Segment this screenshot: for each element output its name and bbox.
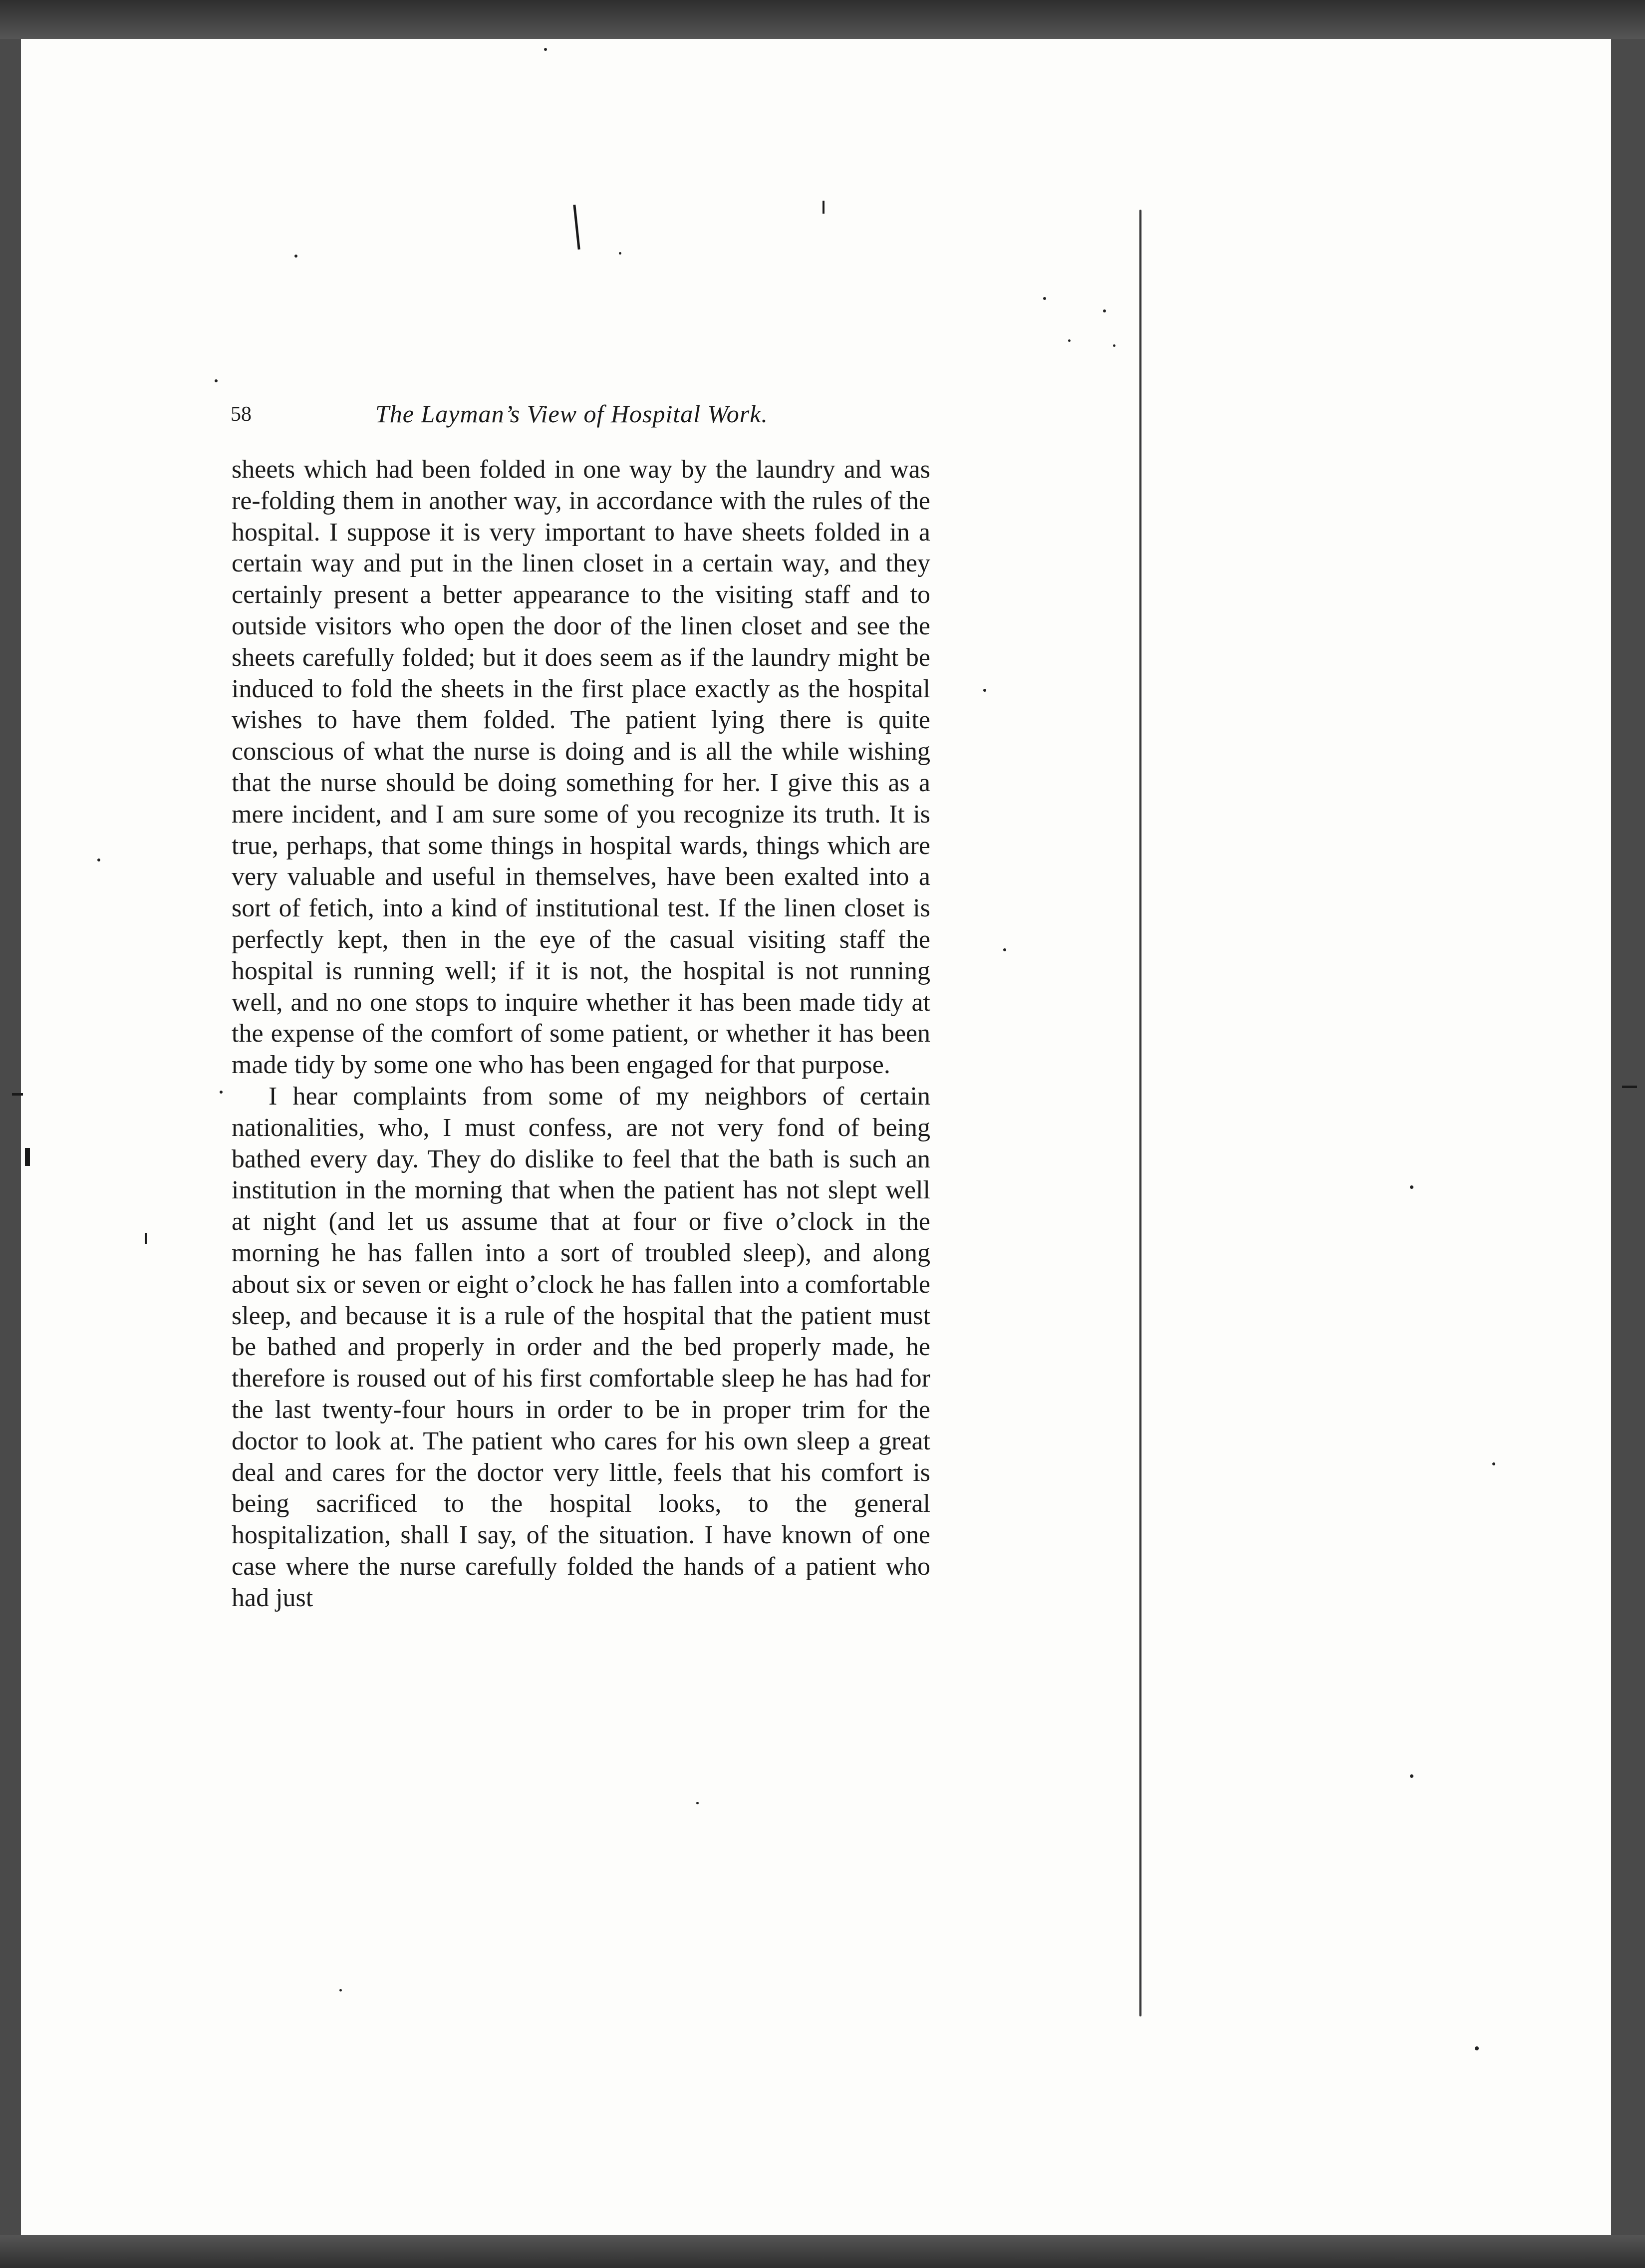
speck [983,689,986,692]
running-head [231,399,939,434]
speck [1492,1462,1495,1465]
speck [1113,344,1115,347]
speck [1475,2046,1479,2050]
speck [619,252,621,255]
speck [1410,1774,1413,1778]
speck [1043,297,1046,300]
speck [339,1989,342,1991]
speck [1068,339,1071,342]
paragraph: I hear complaints from some of my neighbors of certain nationalities, who, I must confess, are not very fond of being bathed every day. They do dislike to feel that the bath is such an institution in the morning that when the patient has not slept well at night (and let us assume that at four or five o’clock in the morning he has fallen into a sort of troubled sleep), and along about six or seven or eight o’clock he has fallen into a comfortable sleep, and because it is a rule of the hospital that the patient must be bathed and properly in order and the bed properly made, he therefore is roused out of his first comfortable sleep he has had for the last twenty-four hours in order to be in proper trim for the doctor to look at. The patient who cares for his own sleep a great deal and cares for the doctor very little, feels that his comfort is being sacrificed to the hospital looks, to the general hospitalization, shall I say, of the situation. I have known of one case where the nurse carefully folded the hands of a patient who had just [232,1082,930,1612]
speck [1003,948,1006,951]
scan-mark-left-edge [12,1093,23,1096]
speck [97,858,100,861]
scan-border-top [0,0,1645,39]
scan-mark-top-right [822,201,824,214]
speck [220,1091,223,1094]
body-text [232,454,930,1614]
speck [215,379,218,382]
scan-border-bottom [0,2235,1645,2268]
speck [696,1802,699,1804]
page-fold-line [1139,210,1142,2016]
scan-mark-left-low [145,1233,147,1244]
paragraph: sheets which had been folded in one way by the laundry and was re-folding them in another way, in accordance with the rules of the hospital. I suppose it is very important to have sheets folded in a certain way and put in the linen closet in a certain way, and they certainly present a better appearance to the visiting staff and to outside visitors who open the door of the linen closet and see the sheets carefully folded; but it does seem as if the laundry might be induced to fold the sheets in the first place exactly as the hospital wishes to have them folded. The patient lying there is quite conscious of what the nurse is doing and is all the while wishing that the nurse should be doing something for her. I give this as a mere incident, and I am sure some of you recognize its truth. It is true, perhaps, that some things in hospital wards, things which are very valuable and useful in themselves, have been exalted into a sort of fetich, into a kind of institutional test. If the linen closet is perfectly kept, then in the eye of the casual visiting staff the hospital is running well; if it is not, the hospital is not running well, and no one stops to inquire whether it has been made tidy at the expense of the comfort of some patient, or whether it has been made tidy by some one who has been engaged for that purpose. [232,455,930,1080]
page-number: 58 [231,403,252,426]
speck [544,48,547,51]
speck [1103,309,1106,312]
running-title: The Layman’s View of Hospital Work. [375,400,768,428]
speck [1410,1185,1413,1189]
scan-mark-right-edge [1622,1086,1637,1088]
speck [294,255,297,258]
scan-mark-left [25,1148,30,1166]
